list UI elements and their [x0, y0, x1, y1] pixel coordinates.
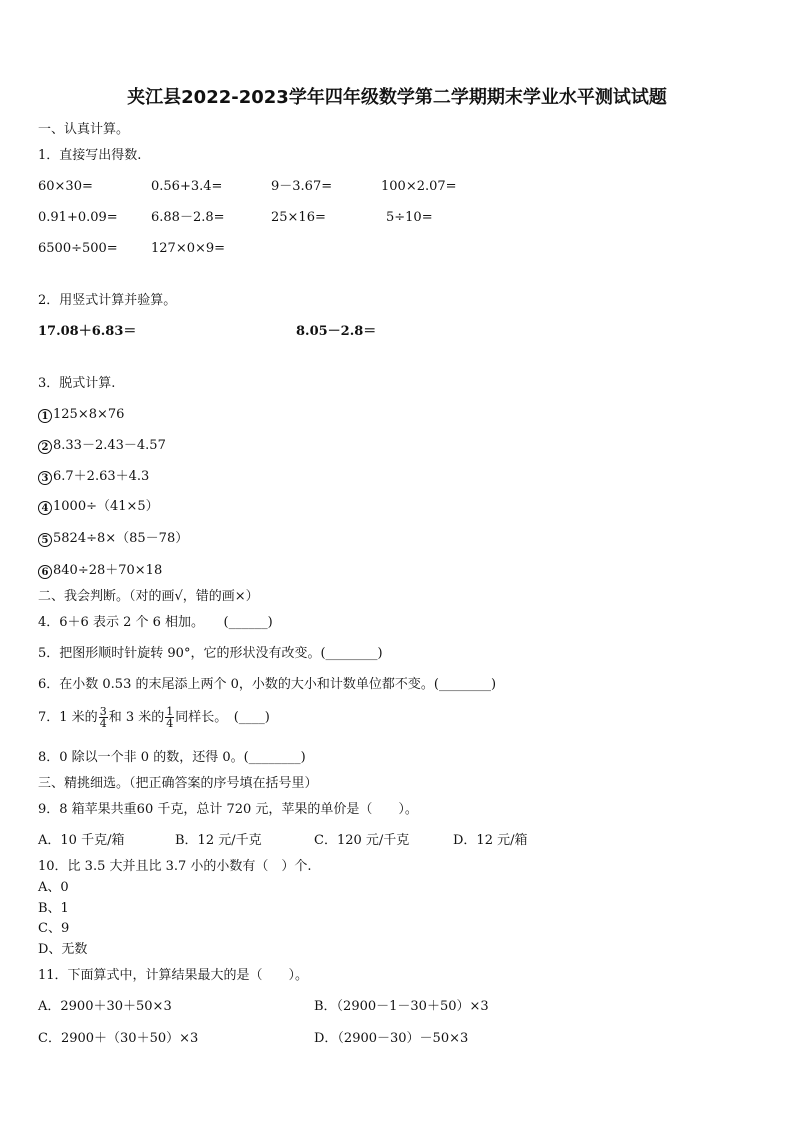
q3-item: [38, 500, 159, 515]
circled-number: 5: [38, 533, 52, 547]
q1-item: 9－3.67=: [271, 179, 333, 194]
q1-item: 0.56+3.4=: [151, 179, 223, 194]
q11-option: B．（2900－1－30＋50）×3: [314, 999, 489, 1014]
q9-option: D．12 元/箱: [453, 833, 528, 848]
fraction: [99, 706, 108, 729]
q1-item: 127×0×9=: [151, 241, 226, 256]
q3-expression: 840÷28＋70×18: [53, 563, 163, 578]
circled-number: 2: [38, 440, 52, 454]
q1-item: 100×2.07=: [381, 179, 457, 194]
q9-option: C．120 元/千克: [314, 833, 410, 848]
question-9: 9．8 箱苹果共重60 千克，总计 720 元，苹果的单价是（ ）。: [38, 802, 418, 817]
q3-expression: 125×8×76: [53, 407, 125, 422]
q7-suffix: 同样长。 (____): [175, 710, 270, 725]
question-4: 4．6＋6 表示 2 个 6 相加。 (______): [38, 615, 273, 630]
q9-option: B．12 元/千克: [175, 833, 262, 848]
q3-expression: 6.7＋2.63＋4.3: [53, 469, 150, 484]
q3-item: [38, 532, 188, 547]
q10-option: B、1: [38, 901, 69, 916]
q1-item: 60×30=: [38, 179, 93, 194]
circled-number: 4: [38, 501, 52, 515]
fraction-denominator: 4: [99, 717, 107, 730]
q1-item: 25×16=: [271, 210, 326, 225]
q1-item: 0.91+0.09=: [38, 210, 118, 225]
q11-option: D．（2900－30）－50×3: [314, 1031, 469, 1046]
q1-item: 6.88－2.8=: [151, 210, 225, 225]
fraction-denominator: 4: [166, 717, 174, 730]
question-11: 11．下面算式中，计算结果最大的是（ ）。: [38, 968, 309, 983]
section3-heading: 三、精挑细选。（把正确答案的序号填在括号里）: [38, 776, 318, 791]
q2-item: 8.05－2.8＝: [296, 324, 377, 339]
question-5: 5．把图形顺时针旋转 90°，它的形状没有改变。(________): [38, 646, 383, 661]
section2-heading: 二、我会判断。（对的画√，错的画×）: [38, 589, 259, 604]
q7-middle: 和 3 米的: [108, 710, 165, 725]
q3-expression: 5824÷8×（85－78）: [53, 531, 189, 546]
q1-label: 1．直接写出得数.: [38, 148, 142, 163]
fraction-numerator: 3: [99, 705, 107, 718]
q11-option: C．2900＋（30＋50）×3: [38, 1031, 199, 1046]
fraction: [165, 706, 174, 729]
q10-option: D、无数: [38, 942, 88, 957]
q1-item: 6500÷500=: [38, 241, 118, 256]
question-8: 8．0 除以一个非 0 的数，还得 0。(________): [38, 750, 306, 765]
q3-item: [38, 408, 124, 423]
section1-heading: 一、认真计算。: [38, 122, 130, 137]
circled-number: 1: [38, 409, 52, 423]
q2-label: 2．用竖式计算并验算。: [38, 293, 177, 308]
q10-option: C、9: [38, 921, 70, 936]
q1-item: 5÷10=: [386, 210, 433, 225]
q3-expression: 8.33－2.43－4.57: [53, 438, 166, 453]
q3-label: 3．脱式计算.: [38, 376, 116, 391]
page-title: 夹江县2022-2023学年四年级数学第二学期期末学业水平测试试题: [127, 87, 667, 108]
q2-item: 17.08＋6.83＝: [38, 324, 137, 339]
q11-option: A．2900＋30＋50×3: [38, 999, 172, 1014]
q3-item: [38, 564, 162, 579]
q3-item: [38, 470, 149, 485]
q3-expression: 1000÷（41×5）: [53, 499, 159, 514]
fraction-numerator: 1: [166, 705, 174, 718]
question-7: [38, 706, 270, 729]
question-6: 6．在小数 0.53 的末尾添上两个 0，小数的大小和计数单位都不变。(________): [38, 677, 497, 692]
q3-item: [38, 439, 166, 454]
q10-option: A、0: [38, 880, 69, 895]
q9-option: A．10 千克/箱: [38, 833, 125, 848]
q7-prefix: 7．1 米的: [38, 710, 98, 725]
circled-number: 3: [38, 471, 52, 485]
question-10: 10．比 3.5 大并且比 3.7 小的小数有（ ）个.: [38, 859, 312, 874]
circled-number: 6: [38, 565, 52, 579]
